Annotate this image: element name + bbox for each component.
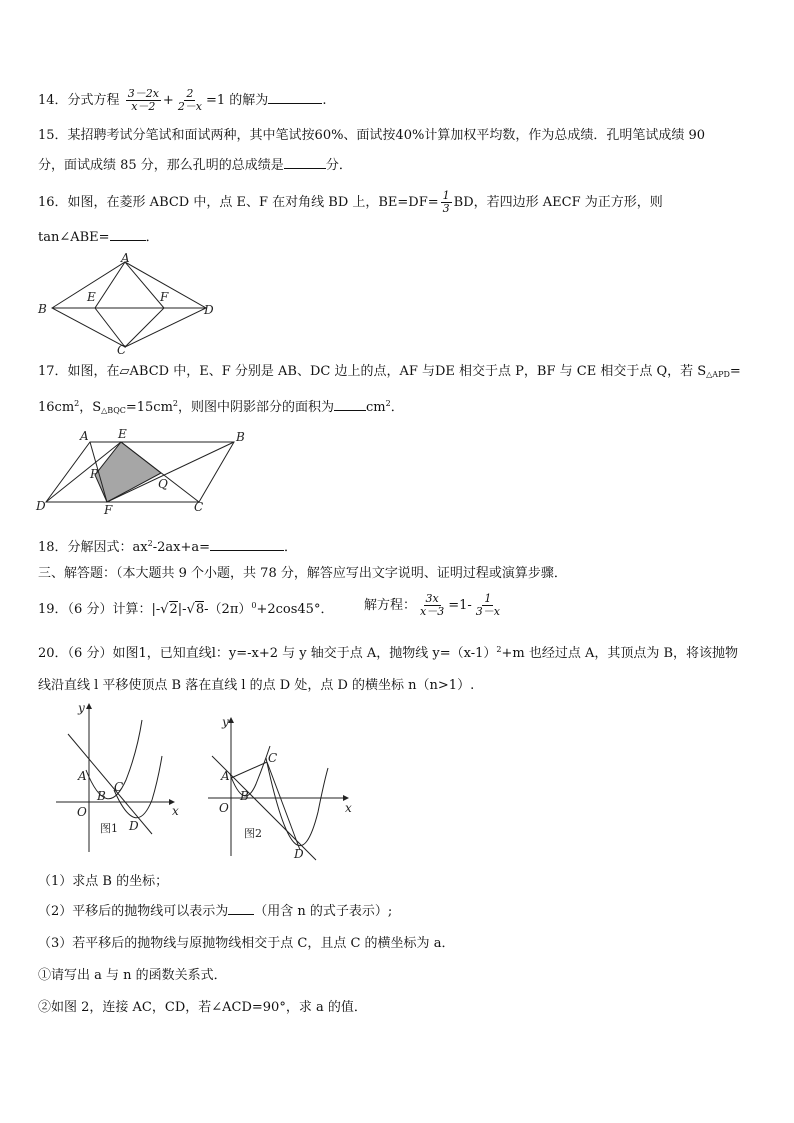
q17-end: ． bbox=[390, 400, 404, 415]
q19-prefix: 19．（6 分）计算：|- bbox=[38, 602, 161, 617]
graph-figure-1 bbox=[52, 700, 184, 860]
q19-f2-denominator: 3－x bbox=[475, 605, 500, 618]
label-B: B bbox=[236, 430, 245, 444]
label-F: F bbox=[160, 290, 169, 304]
figure-1-caption: 图1 bbox=[100, 822, 118, 835]
q14-f1-numerator: 3－2x bbox=[127, 87, 159, 100]
label-A: A bbox=[121, 252, 130, 265]
q17-equals: = bbox=[729, 364, 741, 379]
q19-mid-1: |- bbox=[177, 602, 187, 617]
q19-f2-numerator: 1 bbox=[484, 592, 492, 605]
graph-figure-2 bbox=[204, 712, 356, 862]
q19-equation bbox=[364, 593, 504, 618]
q14-number: 14． bbox=[38, 93, 68, 108]
q18-end: ． bbox=[284, 540, 298, 555]
origin-label: O bbox=[77, 805, 87, 819]
q14-fraction-1 bbox=[126, 88, 161, 113]
section-3-heading: 三、解答题：（本大题共 9 个小题，共 78 分，解答应写出文字说明、证明过程或演算步骤． bbox=[38, 566, 567, 581]
q18-answer-blank bbox=[210, 538, 284, 551]
label-C: C bbox=[117, 343, 127, 356]
question-19: 19．（6 分）计算：$|-√2|-√8-(2\pi)^0+2\cos 45^\circ$． bbox=[38, 601, 334, 617]
q20-sub-2-blank bbox=[228, 902, 254, 915]
q14-fraction-2 bbox=[176, 88, 204, 113]
q16-prefix: 16．如图，在菱形 ABCD 中，点 E、F 在对角线 BD 上，BE=DF= bbox=[38, 195, 439, 210]
label-D: D bbox=[36, 499, 46, 513]
q17-question: ，则图中阴影部分的面积为 bbox=[178, 400, 335, 415]
q17-line-1-text: 17．如图，在▱ABCD 中，E、F 分别是 AB、DC 边上的点，AF 与DE 相交于点 P，BF 与 CE 相交于点 Q，若 S bbox=[38, 364, 707, 379]
figure-2-caption: 图2 bbox=[244, 827, 262, 840]
q14-f1-denominator: x－2 bbox=[131, 100, 156, 113]
q16-tan-label: tan∠ABE= bbox=[38, 230, 110, 245]
q19-equals: =1- bbox=[448, 598, 472, 613]
q20-line-2: 线沿直线 l 平移使顶点 B 落在直线 l 的点 D 处，点 D 的横坐标 n（n>1）. bbox=[38, 678, 475, 693]
q19-suffix: +2cos45°． bbox=[256, 602, 334, 617]
label-B: B bbox=[38, 302, 47, 316]
q20-line-1-text: 20．（6 分）如图1，已知直线l：y=-x+2 与 y 轴交于点 A，抛物线 y=（x-1） bbox=[38, 646, 497, 661]
point-B-label: B bbox=[240, 789, 249, 803]
q18-sup: 2 bbox=[147, 539, 153, 548]
q15-line-2-suffix: 分． bbox=[325, 158, 352, 173]
q16-end: ． bbox=[145, 230, 159, 245]
q14-f2-denominator: 2－x bbox=[177, 100, 203, 113]
question-18 bbox=[38, 534, 297, 558]
q17-s: ，S bbox=[79, 400, 102, 415]
point-C-label: C bbox=[114, 780, 124, 794]
q16-suffix: BD，若四边形 AECF 为正方形，则 bbox=[453, 195, 663, 210]
q20-line-1-suffix: +m 也经过点 A，其顶点为 B，将该抛物 bbox=[501, 646, 739, 661]
point-A-label: A bbox=[78, 769, 87, 783]
q17-line-1 bbox=[38, 362, 741, 385]
q19-f1-numerator: 3x bbox=[425, 592, 439, 605]
q14-answer-blank bbox=[268, 91, 322, 104]
q14-prefix: 分式方程 bbox=[67, 93, 120, 108]
q19-sup: 0 bbox=[251, 601, 257, 610]
axis-y-label: y bbox=[222, 715, 229, 729]
q17-area-1: 16cm bbox=[38, 400, 75, 415]
q17-sub-bqc: △BQC bbox=[101, 406, 126, 415]
q17-area-1-sup: 2 bbox=[74, 399, 80, 408]
point-C-label: C bbox=[268, 751, 278, 765]
q20-sub-2-prefix: （2）平移后的抛物线可以表示为 bbox=[38, 904, 229, 919]
q14-end: . bbox=[322, 93, 327, 108]
q19-solve-label: 解方程： bbox=[364, 598, 417, 613]
point-D-label: D bbox=[129, 819, 139, 833]
point-B-label: B bbox=[97, 789, 106, 803]
label-D: D bbox=[204, 303, 214, 317]
q14-plus: + bbox=[162, 93, 174, 108]
q17-area-2: =15cm bbox=[125, 400, 173, 415]
q17-area-2-sup: 2 bbox=[172, 399, 179, 408]
q15-line-1: 15．某招聘考试分笔试和面试两种，其中笔试按60%、面试按40%计算加权平均数，作为总成绩．孔明笔试成绩 90 bbox=[38, 128, 706, 143]
parallelogram-figure bbox=[34, 424, 252, 518]
label-Q: Q bbox=[158, 477, 168, 491]
q17-sub-apd: △APD bbox=[706, 370, 730, 379]
q19-fraction-2 bbox=[474, 593, 502, 618]
q15-line-2-prefix: 分，面试成绩 85 分，那么孔明的总成绩是 bbox=[38, 158, 284, 173]
q14-suffix: =1 的解为 bbox=[206, 93, 269, 108]
label-P: P bbox=[90, 467, 99, 481]
q16-frac-denominator: 3 bbox=[442, 202, 450, 215]
q20-sup: 2 bbox=[496, 645, 502, 654]
axis-y-label: y bbox=[78, 701, 85, 715]
point-A-label: A bbox=[221, 769, 230, 783]
question-14 bbox=[38, 88, 326, 113]
origin-label: O bbox=[219, 801, 229, 815]
q17-unit-sup: 2 bbox=[385, 399, 391, 408]
axis-x-label: x bbox=[172, 804, 179, 818]
label-E: E bbox=[87, 290, 96, 304]
q15-answer-blank bbox=[284, 156, 326, 169]
label-C: C bbox=[194, 500, 204, 514]
q16-frac-numerator: 1 bbox=[442, 189, 450, 202]
q19-fraction-1 bbox=[418, 593, 446, 618]
label-A: A bbox=[80, 429, 89, 443]
q14-f2-numerator: 2 bbox=[186, 87, 194, 100]
q17-unit: cm bbox=[366, 400, 386, 415]
q20-sub-3: （3）若平移后的抛物线与原抛物线相交于点 C，且点 C 的横坐标为 a． bbox=[38, 936, 455, 951]
q17-answer-blank bbox=[334, 398, 366, 411]
q19-f1-denominator: x－3 bbox=[420, 605, 445, 618]
q20-line-1 bbox=[38, 640, 738, 664]
label-E: E bbox=[118, 427, 127, 441]
q19-mid-2: -（2π） bbox=[204, 602, 252, 617]
q20-sub-1: （1）求点 B 的坐标； bbox=[38, 874, 169, 889]
q16-line-2 bbox=[38, 228, 159, 248]
label-F: F bbox=[104, 503, 113, 517]
q16-answer-blank bbox=[110, 228, 146, 241]
point-D-label: D bbox=[294, 847, 304, 861]
q19-radicand-1: 2 bbox=[169, 602, 178, 617]
q18-prefix: 18．分解因式：ax bbox=[38, 540, 148, 555]
rhombus-figure bbox=[34, 252, 216, 356]
q20-sub-3a: ①请写出 a 与 n 的函数关系式． bbox=[38, 968, 227, 983]
q17-line-2 bbox=[38, 394, 404, 421]
question-16 bbox=[38, 190, 663, 215]
q15-line-2 bbox=[38, 156, 352, 176]
q18-suffix: -2ax+a= bbox=[152, 540, 210, 555]
q20-sub-2-suffix: （用含 n 的式子表示）; bbox=[254, 904, 393, 919]
q16-fraction bbox=[441, 190, 452, 215]
q19-radicand-2: 8 bbox=[195, 602, 205, 617]
q20-sub-2 bbox=[38, 902, 392, 922]
axis-x-label: x bbox=[345, 801, 352, 815]
q20-sub-3b: ②如图 2，连接 AC，CD，若∠ACD=90°，求 a 的值． bbox=[38, 1000, 367, 1015]
